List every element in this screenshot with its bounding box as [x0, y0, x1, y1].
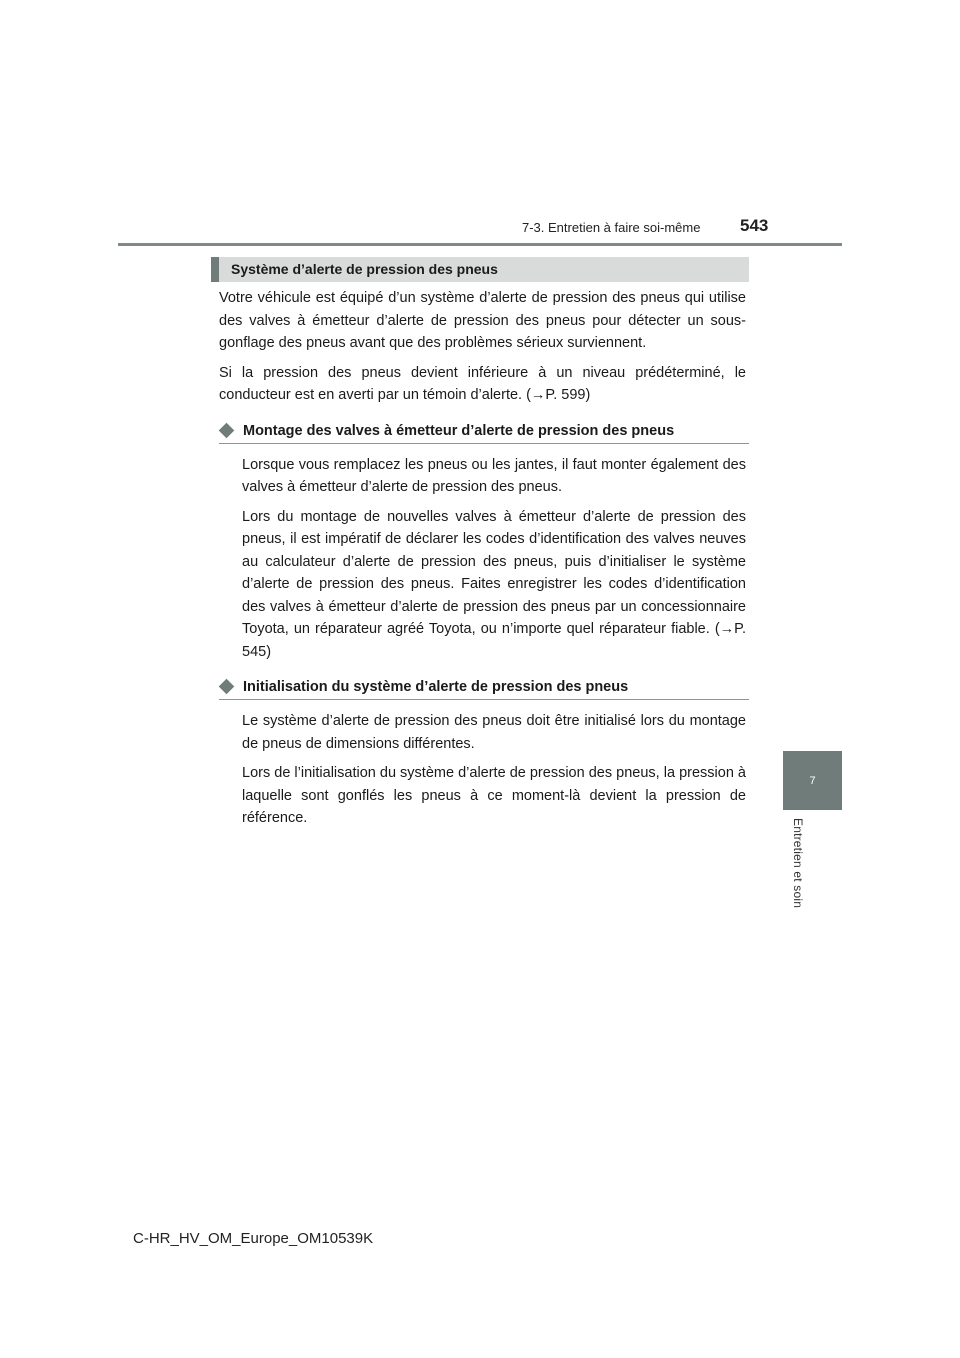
- subsection-paragraph: Lors de l’initialisation du système d’alerte de pression des pneus, la pression à laquelle sont gonflés les pneus à ce moment-là devient la pression de référence.: [242, 765, 746, 826]
- section-title: Système d’alerte de pression des pneus: [231, 261, 498, 277]
- footer-document-id: C-HR_HV_OM_Europe_OM10539K: [133, 1230, 374, 1247]
- running-header-section: 7-3. Entretien à faire soi-même: [522, 220, 701, 235]
- subsection-paragraph: Lors du montage de nouvelles valves à émetteur d’alerte de pression des pneus, il est impératif de déclarer les codes d’identification des valves neuves au calculateur d’alerte de pression des pneus, puis d’initialiser le système d’alerte de pression des pneus. Faites enregistrer les codes d’identification des valves à émetteur d’alerte de pression des pneus par un concessionnaire Toyota, un réparateur agréé Toyota, ou n’importe quel réparateur fiable. (→P. 545): [242, 508, 746, 660]
- subsection-title: Montage des valves à émetteur d’alerte de pression des pneus: [243, 422, 675, 439]
- header-rule: [118, 243, 842, 246]
- chapter-tab: [783, 751, 842, 810]
- subsection-title: Initialisation du système d’alerte de pression des pneus: [243, 679, 629, 695]
- page-number: 543: [740, 216, 769, 235]
- chapter-number: 7: [809, 774, 816, 787]
- diamond-bullet-icon: [219, 679, 235, 695]
- intro-paragraph: Si la pression des pneus devient inférieure à un niveau prédéterminé, le conducteur est en averti par un témoin d’alerte. (→P. 599): [219, 364, 746, 403]
- subsection-heading: [219, 679, 749, 700]
- subsection-paragraph: Lorsque vous remplacez les pneus ou les jantes, il faut monter également des valves à émetteur d’alerte de pression des pneus.: [242, 456, 746, 495]
- diamond-bullet-icon: [219, 422, 235, 438]
- section-title-bar: [211, 257, 749, 282]
- subsection-paragraph: Le système d’alerte de pression des pneus doit être initialisé lors du montage de pneus de dimensions différentes.: [242, 713, 746, 752]
- chapter-label: Entretien et soin: [791, 818, 805, 909]
- subsection-heading: [219, 423, 749, 444]
- page-content: [219, 287, 746, 837]
- intro-paragraph: Votre véhicule est équipé d’un système d’alerte de pression des pneus qui utilise des valves à émetteur d’alerte de pression des pneus pour détecter un sous-gonflage des pneus avant que des problèmes sérieux surviennent.: [219, 290, 746, 351]
